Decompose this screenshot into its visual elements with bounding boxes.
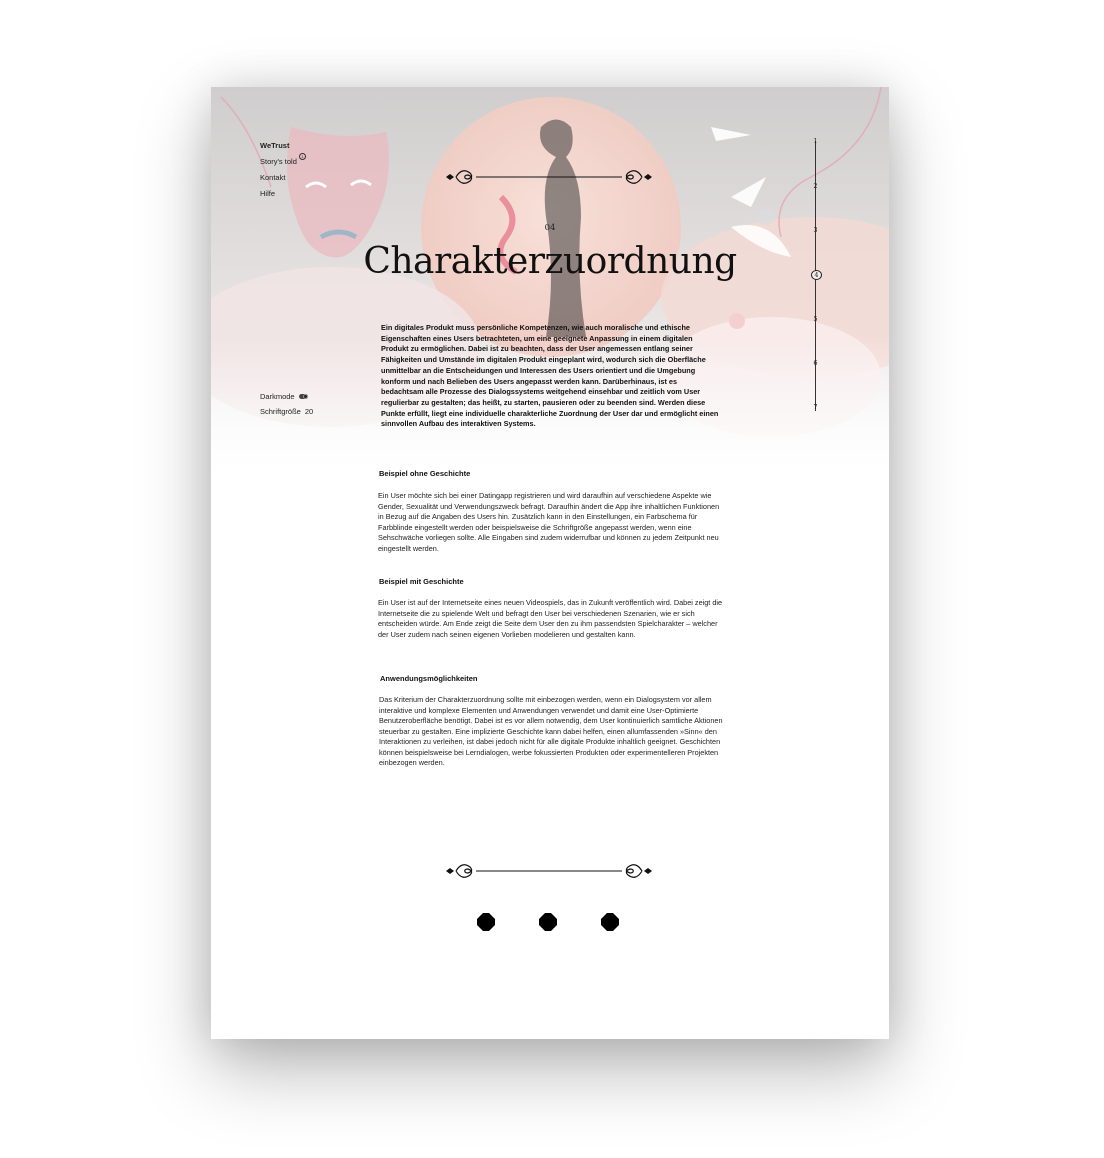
pagination-dots xyxy=(477,913,627,933)
intro-text: Ein digitales Produkt muss persönliche Kompetenzen, wie auch moralische und ethische Eigenschaften eines Users betrachteten, um eine geeignete Anpassung in einem digitalen Produkt zu ermöglichen. Dabei ist zu beachten, dass der User angemessen entlang seiner Fähigkeiten und Umstände im digitalen Produkt eingeplant wird, wodurch sich die Oberfläche unmittelbar an die Entscheidungen und Interessen des Users orientiert und die Umgebung konform und nach Belieben des Users angepasst werden kann. Darüberhinaus, ist es bedachtsam alle Prozesse des Dialogssystems weitgehend einsehbar und zeitlich vom User regulierbar zu gestalten; das heißt, zu starten, pausieren oder zu beenden sind. Werden diese Punkte erfüllt, liegt eine individuelle charakterliche Zuordnung der User dar und ermöglicht einen sinnvollen Aufbau des interaktiven Systems. xyxy=(381,323,719,429)
nav-item-kontakt[interactable]: Kontakt xyxy=(260,173,286,182)
fontsize-row xyxy=(260,404,313,419)
main-nav xyxy=(260,138,304,202)
ornament-divider-bottom xyxy=(444,859,654,883)
ornament-divider-top xyxy=(444,165,654,189)
darkmode-row xyxy=(260,389,313,404)
nav-item-storys-told[interactable]: Story's told 1 xyxy=(260,154,297,170)
chapter-number: 04 xyxy=(544,223,556,233)
page-card xyxy=(211,87,889,1039)
pagination-dot-1[interactable] xyxy=(477,913,495,931)
nav-item-wetrust[interactable]: WeTrust xyxy=(260,141,290,150)
progress-step-2[interactable]: 2 xyxy=(813,182,818,190)
section-heading-anwendung: Anwendungsmöglichkeiten xyxy=(380,674,478,683)
notification-badge: 1 xyxy=(299,153,306,160)
section-heading-mit: Beispiel mit Geschichte xyxy=(379,577,464,586)
darkmode-toggle[interactable] xyxy=(299,394,308,399)
progress-step-1[interactable]: 1 xyxy=(813,137,818,145)
progress-step-5[interactable]: 5 xyxy=(813,315,818,323)
nav-item-hilfe[interactable]: Hilfe xyxy=(260,189,276,198)
settings-panel xyxy=(260,389,313,419)
progress-step-6[interactable]: 6 xyxy=(813,359,818,367)
section-text-mit: Ein User ist auf der Internetseite eines neuen Videospiels, das in Zukunft veröffentlich wird. Dabei zeigt die Internetseite die zu spielende Welt und befragt den User bei verschiedenen Szenarien, wie er sich entscheiden würde. Am Ende zeigt die Seite dem User den zu ihm passendsten Spielcharakter – welcher der User zudem nach seinen eigenen Vorlieben modelieren und gestalten kann. xyxy=(378,598,723,639)
progress-step-3[interactable]: 3 xyxy=(813,226,818,234)
progress-step-7[interactable]: 7 xyxy=(813,403,818,411)
pagination-dot-3[interactable] xyxy=(601,913,619,931)
page-title: Charakterzuordnung xyxy=(363,241,737,282)
progress-step-4[interactable]: 4 xyxy=(811,270,822,280)
fontsize-label: Schriftgröße xyxy=(260,407,301,416)
fontsize-value[interactable]: 20 xyxy=(304,407,314,416)
pagination-dot-2[interactable] xyxy=(539,913,557,931)
section-heading-ohne: Beispiel ohne Geschichte xyxy=(379,469,471,478)
section-text-ohne: Ein User möchte sich bei einer Datingapp registrieren und wird daraufhin auf verschiedene Aspekte wie Gender, Sexualität und Verwendungszweck befragt. Daraufhin ändert die App ihre inhaltlichen Funktionen in Bezug auf die Angaben des Users hin. Zusätzlich kann in den Einstellungen, ein Farbschema für Farbblinde eingestellt werden oder beispielsweise die Schriftgröße angepasst werden, wenn eine Sehschwäche vorliegen sollte. Alle Eingaben sind zudem widerrufbar und können zu jedem Zeitpunkt neu eingestellt werden. xyxy=(378,491,720,553)
darkmode-label: Darkmode xyxy=(260,392,295,401)
section-text-anwendung: Das Kriterium der Charakterzuordnung sollte mit einbezogen werden, wenn ein Dialogsystem vor allem interaktive und komplexe Elementen und Anwendungen verwendet und damit eine User-Optimierte Benutzeroberfläche benötigt. Dabei ist es vor allem notwendig, dem User kontinuierlich samtliche Aktionen steuerbar zu gestalten. Eine implizierte Geschichte kann dabei helfen, einen allumfassenden »Sinn« den Interaktionen zu verleihen, ist dabei jedoch nicht für alle digitale Produkte inhaltlich geeignet. Geschichten können beispielsweise bei Lerndialogen, werbe fokussierten Produkten oder experimentelleren Projekten einbezogen werden. xyxy=(379,695,723,767)
